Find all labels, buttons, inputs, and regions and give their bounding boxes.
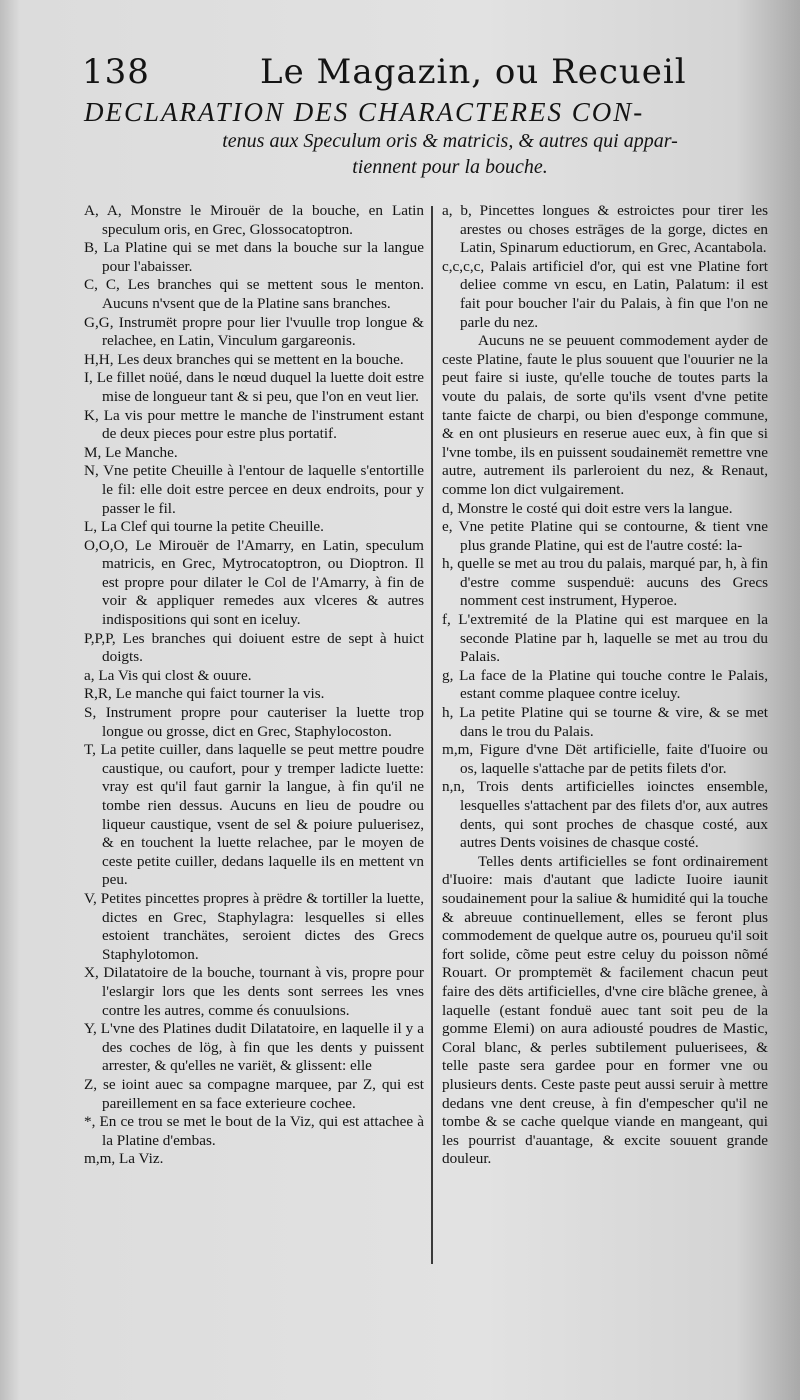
legend-entry: a, La Vis qui clost & ouure.: [84, 666, 252, 684]
legend-entry: M, Le Manche.: [84, 443, 178, 461]
legend-entry: V, Petites pincettes propres à prëdre & tortiller la luette, dictes en Grec, Staphylagra: lesquelles si elles estoient tranchätes, seroient dictes des Grecs Staphylotomon.: [84, 889, 424, 963]
legend-entry: X, Dilatatoire de la bouche, tournant à vis, propre pour l'eslargir lors que les dents sont serrees les vnes contre les autres, comme és conuulsions.: [84, 964, 424, 1019]
legend-entry: N, Vne petite Cheuille à l'entour de laquelle s'entortille le fil: elle doit estre percee en deux endroits, pour y passer le fil.: [84, 462, 424, 517]
legend-entry: L, La Clef qui tourne la petite Cheuille.: [84, 518, 324, 536]
legend-entry: h, quelle se met au trou du palais, marqué par, h, à fin d'estre comme suspenduë: aucuns des Grecs nomment cest instrument, Hyperoe.: [442, 555, 768, 610]
section-title: DECLARATION DES CHARACTERES CON-: [84, 97, 645, 127]
legend-entry: B, La Platine qui se met dans la bouche sur la langue pour l'abaisser.: [84, 239, 424, 275]
legend-entry: m,m, Figure d'vne Dët artificielle, faite d'Iuoire ou os, laquelle s'attache par de petits filets d'or.: [442, 741, 768, 777]
legend-entry: h, La petite Platine qui se tourne & vire, & se met dans le trou du Palais.: [442, 704, 768, 740]
section-subtitle-line: tenus aux Speculum oris & matricis, & autres qui appar-: [222, 130, 678, 152]
section-subtitle: [150, 128, 750, 180]
page-header: [82, 52, 782, 96]
legend-entry: H,H, Les deux branches qui se mettent en la bouche.: [84, 350, 404, 368]
body-paragraph: Telles dents artificielles se font ordinairement d'Iuoire: mais d'autant que ladicte Iuoire iaunit soudainement pour la saliue & humidité qui la touche & abreuue continuellement, elles se feront plus commodement de quelque autre os, pourueu qu'il soit fort solide, cõme peut estre celuy du poisson nõmé Rouart. Or promptemët & facilement chacun peut faire des dëts artificielles, d'vne cire blãche grenee, à laquelle (estant fonduë auec tant soit peu de la gomme Elemi) on aura adiousté poudres de Mastic, Coral blanc, & perles subtilement puluerisees, & telle paste sera gardee pour en former vne ou plusieurs dents. Ceste paste peut aussi seruir à mettre dedans vne dent creuse, à fin d'empescher qu'il ne tombe & se cache quelque viande en mangeant, qui les pourrist d'auantage, & excite souuent grande douleur.: [442, 852, 768, 1168]
legend-entry: I, Le fillet noüé, dans le nœud duquel la luette doit estre mise de longueur tant & si peu, que l'on en veut lier.: [84, 369, 424, 405]
legend-entry: g, La face de la Platine qui touche contre le Palais, estant comme plaquee contre iceluy.: [442, 666, 768, 703]
legend-entry: R,R, Le manche qui faict tourner la vis.: [84, 685, 325, 703]
legend-entry: c,c,c,c, Palais artificiel d'or, qui est vne Platine fort deliee comme vn escu, en Latin, Palatum: il est fait pour boucher l'air du Palais, à fin que l'on ne parle du nez.: [442, 257, 768, 331]
legend-entry: T, La petite cuiller, dans laquelle se peut mettre poudre caustique, ou caufort, pour y tremper ladicte luette: vray est qu'il faut garnir la langue, à fin qu'il ne tombe rien dessus. Aucuns en lieu de poudre ou liqueur caustique, vsent de sel & poiure puluerisez, & en touchent la luette relachee, par le moyen de ceste petite cuiller, dedans laquelle ils en mettent vn peu.: [84, 741, 424, 889]
legend-entry: *, En ce trou se met le bout de la Viz, qui est attachee à la Platine d'embas.: [84, 1113, 424, 1149]
legend-entry: G,G, Instrumët propre pour lier l'vuulle trop longue & relachee, en Latin, Vinculum gargareonis.: [84, 313, 424, 350]
legend-entry: Y, L'vne des Platines dudit Dilatatoire, en laquelle il y a des coches de lög, à fin que les dents y puissent arrester, & qu'elles ne variët, & glissent: elle: [84, 1020, 424, 1075]
legend-entry: K, La vis pour mettre le manche de l'instrument estant de deux pieces pour estre plus portatif.: [84, 406, 424, 443]
section-subtitle-line: tiennent pour la bouche.: [352, 156, 548, 178]
legend-entry: C, C, Les branches qui se mettent sous le menton. Aucuns n'vsent que de la Platine sans branches.: [84, 276, 424, 312]
legend-entry: O,O,O, Le Mirouër de l'Amarry, en Latin, speculum matricis, en Grec, Mytrocatoptron, ou Dioptron. Il est propre pour dilater le Col de l'Amarry, à fin de voir & appliquer remedes aux vlceres & autres indispositions qui sont en iceluy.: [84, 536, 424, 629]
body-paragraph: Aucuns ne se peuuent commodement ayder de ceste Platine, faute le plus souuent que l'ouurier ne la peut faire si iuste, qu'elle touche de toutes parts la voute du palais, de sorte qu'ils vsent d'vne petite tante faicte de charpi, ou bien d'esponge commune, & en ont plusieurs en reserue auec eux, à fin que si l'vne tombe, ils en puissent soudainemët remettre vne autre, autrement ils parleroient du nez, & Renaut, comme lon dict vulgairement.: [442, 332, 768, 498]
column-divider: [431, 206, 433, 1264]
legend-entry: a, b, Pincettes longues & estroictes pour tirer les arestes ou choses estrāges de la gorge, dictes en Latin, Spinarum eductiorum, en Grec, Acantabola.: [442, 202, 768, 257]
legend-entry: S, Instrument propre pour cauteriser la luette trop longue ou grosse, dict en Grec, Staphylocoston.: [84, 704, 424, 740]
page-number: 138: [82, 52, 150, 92]
left-column: [84, 202, 424, 1169]
legend-entry: P,P,P, Les branches qui doiuent estre de sept à huict doigts.: [84, 629, 424, 666]
legend-entry: d, Monstre le costé qui doit estre vers la langue.: [442, 499, 733, 517]
legend-entry: Z, se ioint auec sa compagne marquee, par Z, qui est pareillement en sa face exterieure cochee.: [84, 1075, 424, 1112]
legend-entry: e, Vne petite Platine qui se contourne, & tient vne plus grande Platine, qui est de l'autre costé: la-: [442, 518, 768, 554]
legend-entry: n,n, Trois dents artificielles ioinctes ensemble, lesquelles s'attachent par des filets d'or, aux autres dents, qui sont proches de chasque costé, aux autres Dents voisines de chasque costé.: [442, 778, 768, 852]
legend-entry: A, A, Monstre le Mirouër de la bouche, en Latin speculum oris, en Grec, Glossocatoptron.: [84, 202, 424, 238]
right-column: [442, 202, 768, 1169]
running-title: Le Magazin, ou Recueil: [260, 52, 687, 92]
legend-entry: f, L'extremité de la Platine qui est marquee en la seconde Platine par h, laquelle se met au trou du Palais.: [442, 611, 768, 666]
legend-entry: m,m, La Viz.: [84, 1150, 164, 1168]
